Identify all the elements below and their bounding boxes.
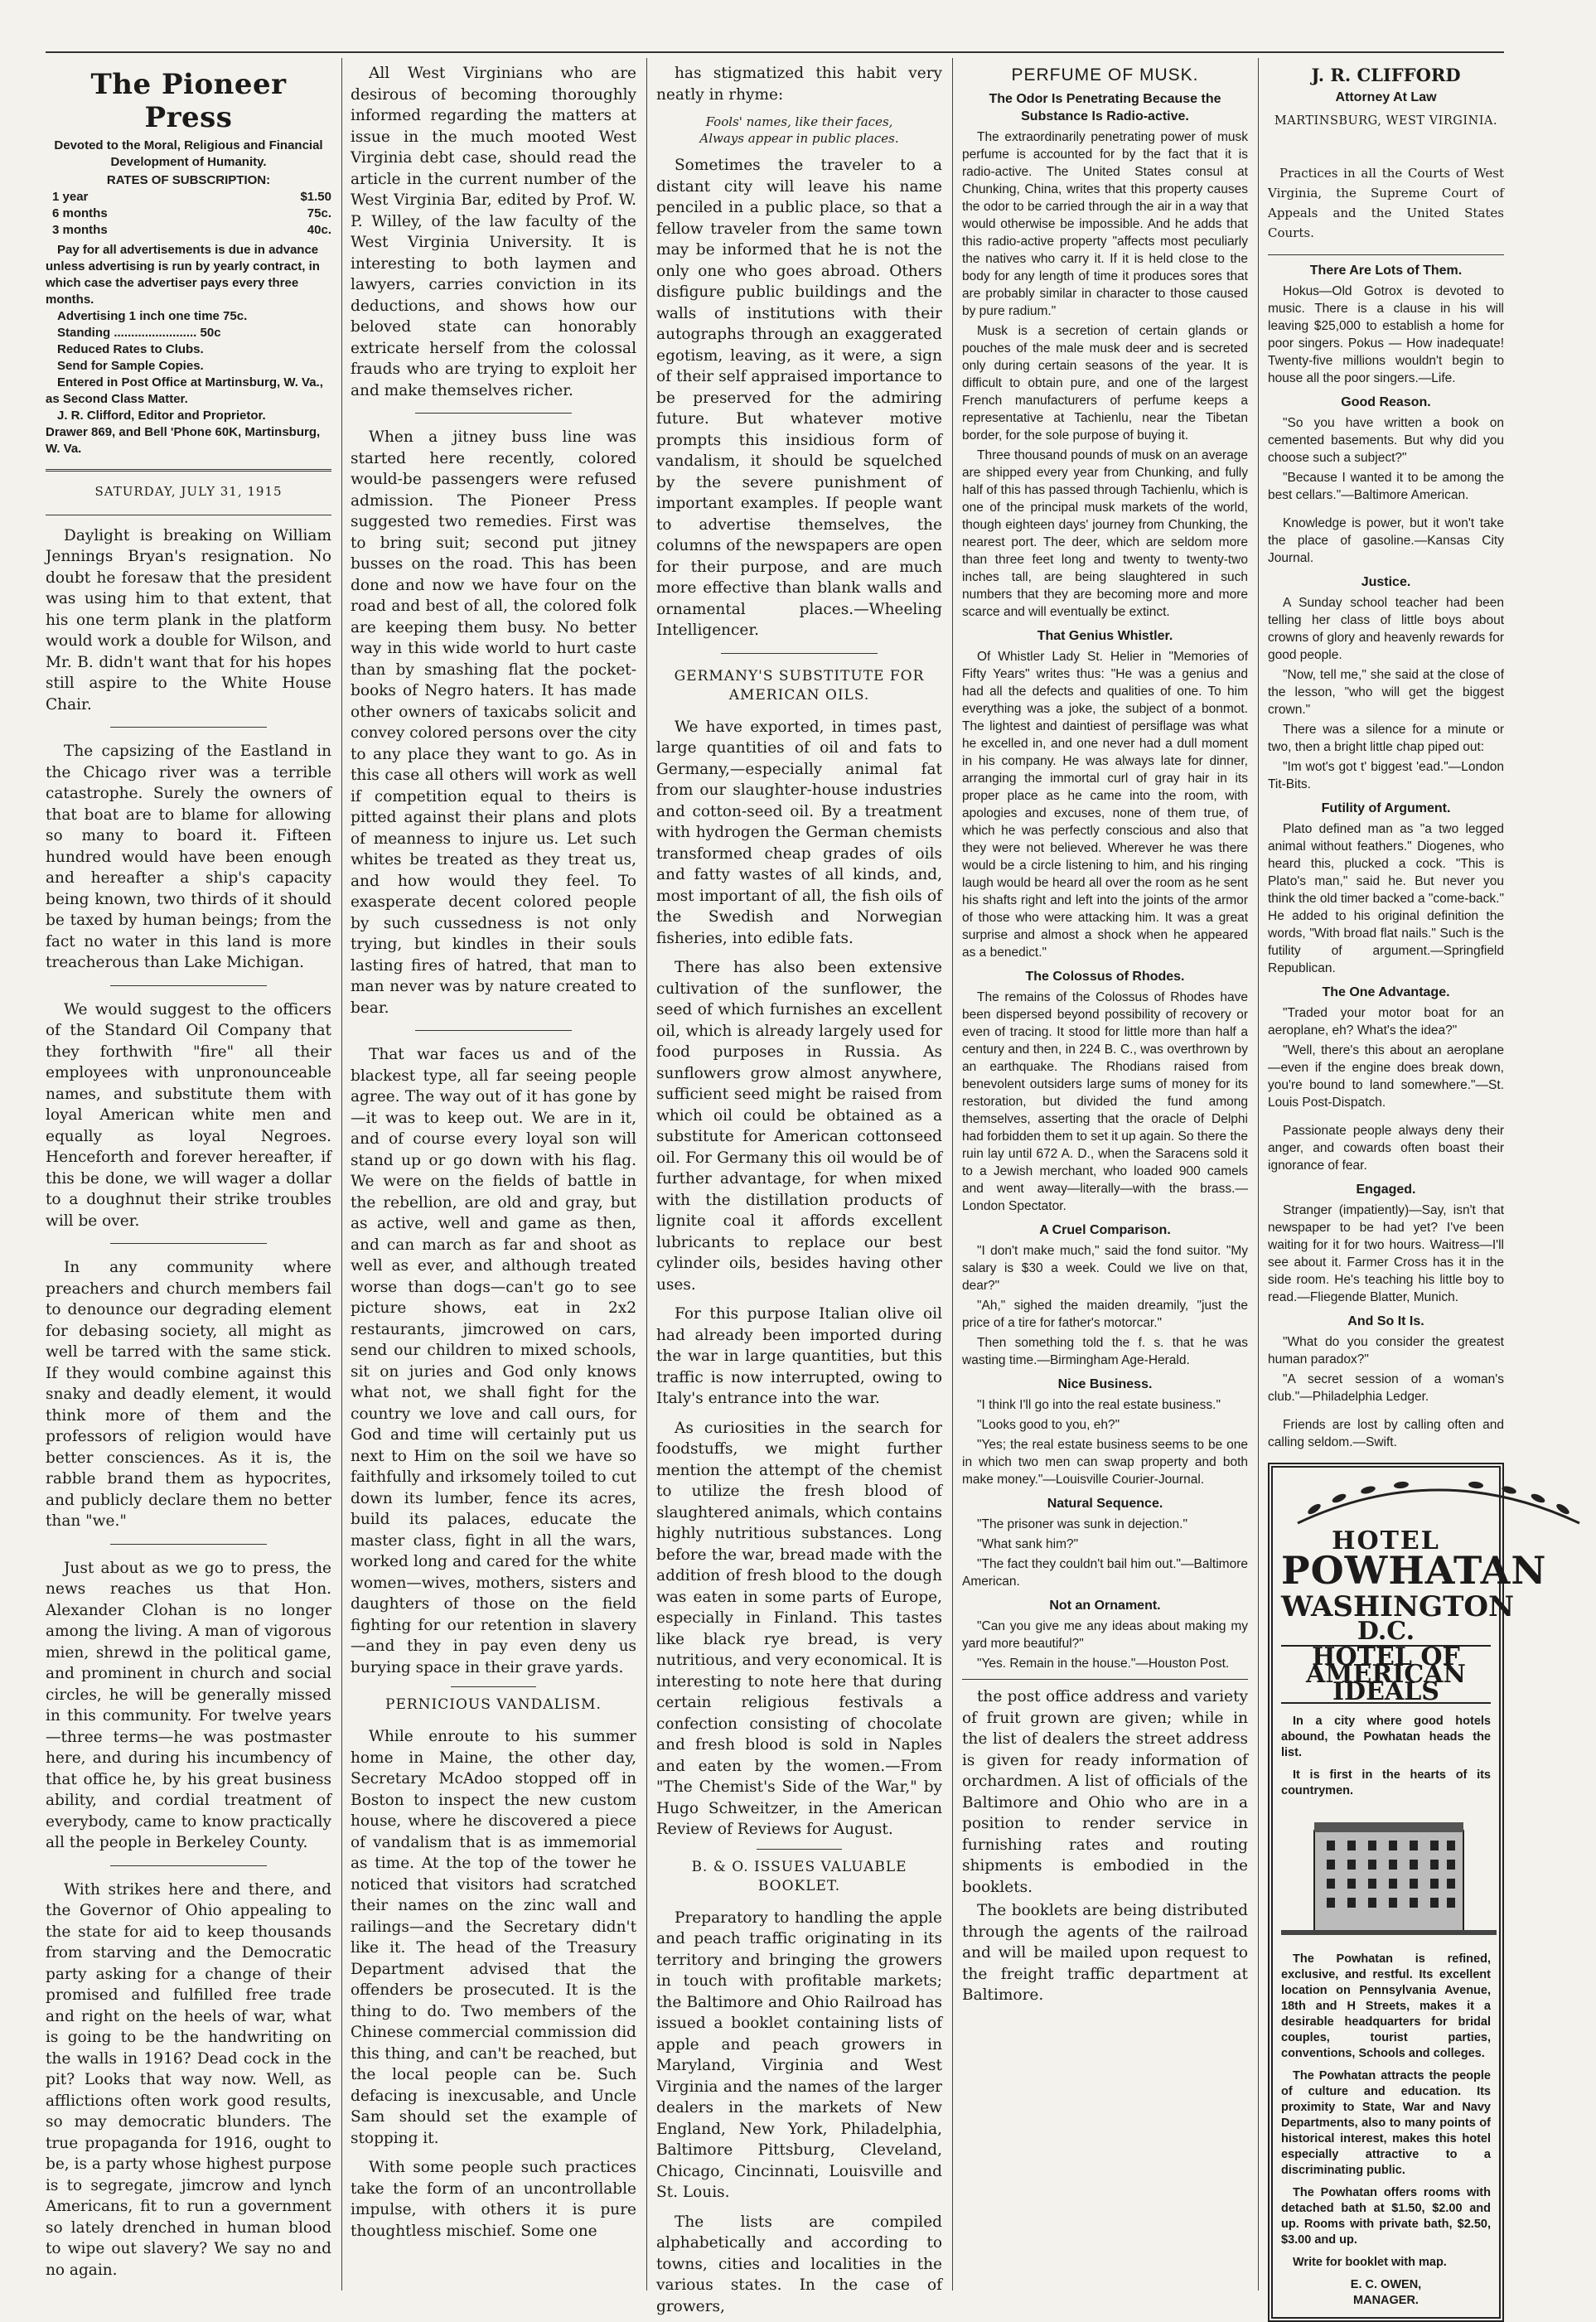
ad-text: Write for booklet with map. (1293, 2256, 1447, 2269)
divider (415, 413, 573, 414)
paragraph: While enroute to his summer home in Maine, the other day, Secretary McAdoo stopped off in Boston to inspect the new custom house, where he discovered a piece of vandalism that is as immemorial as time. At the top of the tower he noticed that visitors had scratched their names on the zinc wall and railings—and the Secretary didn't like it. The head of the Treasury Department advised that the offenders be prosecuted. It is the thing to do. Two members of the Chinese commercial commission did this thing, and can't be reached, but the local people can be. Such defacing is inexcusable, and Uncle Sam should set the example of stopping it. (351, 1728, 636, 2147)
paragraph: Then something told the f. s. that he was wasting time.—Birmingham Age-Herald. (962, 1336, 1248, 1367)
paragraph: The extraordinarily penetrating power of musk perfume is accounted for by the fact that it is radio-active. The United States consul at Chunking, China, writes that this property causes the odor to be carried through the air in a way that would otherwise be impossible. And he adds that this radio-active property "affects most peculiarly the natives who carry it. If it is held close to the body for any length of time it produces sores that are probably similar in character to those caused by pure radium." (962, 130, 1248, 318)
spacer (1268, 1114, 1504, 1122)
paragraph: The booklets are being distributed through the agents of the railroad and will be mailed upon request to the freight traffic department at Baltimore. (962, 1902, 1248, 2004)
paragraph: Stranger (impatiently)—Say, isn't that newspaper to be had yet? I've been waiting for it for two hours. Waitress—I'll see about it. Farmer Cross has it in the side room. He's teaching his little boy to read.—Fliegende Blatter, Munich. (1268, 1203, 1504, 1304)
paragraph: the post office address and variety of fruit grown are given; while in the list of dealers the street address is given for ready information of orchardmen. A list of officials of the Baltimore and Ohio who are in a position to render service in furnishing rates and routing shipments is embodied in the booklets. (962, 1688, 1248, 1896)
article-vandalism-cont (656, 63, 942, 105)
divider (110, 1544, 268, 1545)
article-ornament (962, 1618, 1248, 1672)
paragraph: Hokus—Old Gotrox is devoted to music. There is a clause in his will leaving $25,000 to establish a home for poor singers. Pokus — How inadequate! Twenty-five millions wouldn't begin to house all the poor singers.—Life. (1268, 284, 1504, 385)
spacer (1268, 1408, 1504, 1416)
paragraph: When a jitney buss line was started here recently, colored would-be passengers were refused admission. The Pioneer Press suggested two remedies. First was to bring suit; second put jitney busses on the road. This has been done and now we have four on the road and best of all, the colored folk are keeping them busy. No better way in this wide world to hurt caste than by smashing flat the pocket-books of Negro haters. It has made other owners of taxicabs solicit and convey colored persons over the city to any place they want to go. As in this case all others will work as well if competition equal to theirs is pitted against their plans and plots of meanness to injure us. Let such whites be treated as they treat us, and how would they feel. To exasperate decent colored people by such cussedness is not only trying, but kindles in their souls lasting fires of hatred, that man to man never was by nature created to bear. (351, 428, 636, 1017)
advertising-rate: Advertising 1 inch one time 75c. (57, 309, 248, 323)
article-bo (656, 1908, 942, 2318)
ad-tagline: HOTEL OF AMERICAN IDEALS (1281, 1645, 1491, 1704)
heading-musk: PERFUME OF MUSK. (1011, 65, 1199, 85)
paragraph: Friends are lost by calling often and calling seldom.—Swift. (1268, 1418, 1504, 1449)
article-jitney (351, 427, 636, 1018)
ad-text: It is first in the hearts of its countrymen. (1281, 1768, 1491, 1797)
paragraph: Plato defined man as "a two legged animal without feathers." Diogenes, who heard this, plucked a cock. "This is Plato's man," said he. But never you think the old timer backed a "come-back." He added to his original definition the words, "With broad flat nails." Such is the futility of argument.—Springfield Republican. (1268, 822, 1504, 975)
ad-text: The Powhatan is refined, exclusive, and restful. Its excellent location on Pennsylvania Avenue, 18th and H Streets, makes it a desirable headquarters for bridal couples, tourist parties, conventions, Schools and colleges. (1281, 1952, 1491, 2060)
paragraph: The lists are compiled alphabetically and according to towns, cities and localities in the various states. In the case of growers, (656, 2213, 942, 2315)
heading-bo: B. & O. ISSUES VALUABLE BOOKLET. (691, 1858, 907, 1894)
ad-hotel-name: POWHATAN (1281, 1548, 1547, 1593)
ad-manager-title: MANAGER. (1353, 2294, 1419, 2307)
divider (721, 653, 878, 654)
subheading-musk: The Odor Is Penetrating Because the Substance Is Radio-active. (989, 92, 1221, 123)
sample-copies: Send for Sample Copies. (57, 359, 204, 373)
article-cruel (962, 1242, 1248, 1369)
paragraph: has stigmatized this habit very neatly in rhyme: (656, 65, 942, 104)
dateline: SATURDAY, JULY 31, 1915 (94, 484, 283, 499)
article-rhodes (962, 989, 1248, 1215)
item-heading: The One Advantage. (1322, 985, 1450, 999)
paragraph: "Ah," sighed the maiden dreamily, "just the price of a tire for father's motorcar." (962, 1299, 1248, 1330)
paragraph: "So you have written a book on cemented basements. But why did you choose such a subject?" (1268, 416, 1504, 465)
laurel-wreath-icon (1281, 1478, 1596, 1527)
rate-row (46, 206, 331, 222)
paragraph: "I think I'll go into the real estate business." (977, 1398, 1221, 1412)
paragraph: "What sank him?" (977, 1537, 1079, 1551)
paragraph: Preparatory to handling the apple and peach traffic originating in its territory and bringing the growers in touch with profitable markets; the Baltimore and Ohio Railroad has issued a booklet containing lists of apple and peach growers in Maryland, Virginia and West Virginia and the names of the larger dealers in the markets of New England, New York, Philadelphia, Baltimore Pittsburg, Cleveland, Chicago, Cincinnati, Louisville and St. Louis. (656, 1908, 942, 2201)
rate-row (46, 222, 331, 239)
paragraph: That war faces us and of the blackest type, all far seeing people agree. The way out of it has gone by—it was to keep out. We are in it, and of course every loyal son will stand up or go down with his flag. We were on the fields of battle in the rebellion, are old and gray, but as active, well and game as then, and can march as far and shoot as well as ever, and although treated worse than dogs—can't go to see picture shows, eat in 2x2 restaurants, jimcrowed on cars, send our children to mixed schools, sit on juries and God only knows what not, we shall fight for the country we love and call ours, for God and time will certainly put us next to Him on the soil we have so faithfully and irksomely toiled to cut down its lumber, fence its acres, build its palaces, educate the master class, fight in all the wars, worked long and cared for the white women—wives, mothers, sisters and daughters of those on the field fighting for our retention in slavery—and they in pay even deny us burying space in their grave yards. (351, 1046, 636, 1676)
paragraph: "I don't make much," said the fond suitor. "My salary is $30 a week. Could we live on that, dear?" (962, 1244, 1248, 1293)
heading-cruel: A Cruel Comparison. (1039, 1223, 1171, 1237)
article-debt-case (351, 63, 636, 401)
heading-whistler: That Genius Whistler. (1037, 629, 1173, 643)
rate-price: 75c. (307, 206, 331, 220)
divider (1268, 254, 1504, 255)
paragraph: With strikes here and there, and the Governor of Ohio appealing to the state for aid to keep thousands from starving and the Democratic party asking for a change of their promised and fulfilled free trade and right on the heels of war, what is going to be the handwriting on the walls in 1916? Dead cock in the pit? Looks that way now. Well, as afflictions often work good results, so may democratic blunders. The true propaganda for 1916, ought to be, is a party whose highest purpose is to segregate, jimcrow and lynch Americans, fit to run a government so lately drenched in human blood to wipe out slavery? We say no and no again. (46, 1880, 331, 2279)
paragraph: "Traded your motor boat for an aeroplane, eh? What's the idea?" (1268, 1006, 1504, 1038)
divider (757, 1849, 843, 1850)
paragraph: We have exported, in times past, large quantities of oil and fats to Germany,—especially animal fat from our slaughter-house industries and cotton-seed oil. By a treatment with hydrogen the German chemists transformed cheap grades of oils and fatty wastes of all kinds, and, most important of all, the fish oils of the Swedish and Norwegian fisheries, into edible fats. (656, 718, 942, 947)
standing-rate: Standing ........................ 50c (57, 326, 221, 340)
masthead-subtitle: Devoted to the Moral, Religious and Financial Development of Humanity. (54, 138, 323, 169)
paragraph: The remains of the Colossus of Rhodes have been dispersed beyond possibility of recovery or even of tracing. It stood for little more than half a century and then, in 224 B. C., was overthrown by an earthquake. The Rhodians raised from benevolent outsiders large sums of money for its restoration, but divided the fund among themselves, asserting that the oracle of Delphi had forbidden them to set it up again. So there the ruin lay until 672 A. D., when the Saracens sold it to a Jewish merchant, who loaded 900 camels and went away—literally—with the brass.—London Spectator. (962, 990, 1248, 1213)
paragraph: There was a silence for a minute or two, then a bright little chap piped out: (1268, 723, 1504, 754)
paragraph: Passionate people always deny their anger, and cowards often boast their ignorance of fear. (1268, 1124, 1504, 1173)
column-5 (1268, 63, 1547, 2307)
article-natural (962, 1516, 1248, 1590)
paragraph: All West Virginians who are desirous of becoming thoroughly informed regarding the matters at issue in the much mooted West Virginia debt case, should read the article in the current number of the West Virginia Bar, edited by Prof. W. P. Willey, of the law faculty of the West Virginia University. It is interesting to both laymen and lawyers, carries conviction in its deductions, and shows how our beloved state can honorably extricate herself from the colossal frauds who are trying to exploit her and make themselves richer. (351, 65, 636, 399)
card-city: MARTINSBURG, WEST VIRGINIA. (1274, 114, 1498, 128)
ad-text: The Powhatan offers rooms with detached bath at $1.50, $2.00 and up. Rooms with private bath, $2.50, $3.00 and up. (1281, 2186, 1491, 2247)
column-rule (646, 58, 647, 2291)
item-heading: There Are Lots of Them. (1309, 264, 1463, 278)
article-vandalism-end (656, 155, 942, 641)
article-whistler (962, 648, 1248, 961)
item-heading: Good Reason. (1341, 395, 1431, 409)
heading-vandalism: PERNICIOUS VANDALISM. (385, 1696, 602, 1713)
paragraph: "Looks good to you, eh?" (977, 1418, 1120, 1432)
rate-term: 6 months (52, 206, 108, 220)
article-nice (962, 1396, 1248, 1488)
heading-natural: Natural Sequence. (1047, 1497, 1163, 1511)
article-vandalism (351, 1726, 636, 2242)
paragraph: "A secret session of a woman's club."—Philadelphia Ledger. (1268, 1372, 1504, 1404)
drawer-line: Drawer 869, and Bell 'Phone 60K, Martinsburg, W. Va. (46, 425, 321, 456)
rates-table (46, 189, 331, 239)
card-name: J. R. CLIFFORD (1311, 65, 1461, 85)
column-2 (351, 63, 636, 2291)
column-rule (341, 58, 342, 2291)
divider (962, 1679, 1248, 1680)
column-3 (656, 63, 942, 2315)
paragraph: "Can you give me any ideas about making my yard more beautiful?" (962, 1619, 1248, 1651)
card-title: Attorney At Law (1335, 90, 1437, 104)
editor-line: J. R. Clifford, Editor and Proprietor. (57, 409, 266, 423)
rate-price: $1.50 (300, 190, 331, 204)
paragraph: "The fact they couldn't bail him out."—Baltimore American. (962, 1557, 1248, 1589)
divider (110, 985, 268, 986)
heading-nice: Nice Business. (1057, 1377, 1153, 1391)
divider (110, 1865, 268, 1866)
rhyme-line: Fools' names, like their faces, (705, 114, 893, 129)
divider (415, 1030, 573, 1031)
rate-term: 1 year (52, 190, 89, 204)
rhyme-line: Always appear in public places. (699, 131, 899, 146)
paragraph: There has also been extensive cultivation of the sunflower, the seed of which furnishes an excellent oil, which is already largely used for food purposes in Russia. As sunflowers grow almost anywhere, sufficient seed might be raised from which oil could be obtained as a substitute for American cottonseed oil. For Germany this oil would be of further advantage, for when mixed with the distillation products of lignite coal it affords excellent lubricants to replace our best cylinder oils, besides having other uses. (656, 959, 942, 1294)
masthead-title: The Pioneer Press (90, 68, 287, 134)
rates-heading: RATES OF SUBSCRIPTION: (106, 173, 271, 187)
paragraph: "Im wot's got t' biggest 'ead."—London Tit-Bits. (1268, 760, 1504, 791)
article-germany (656, 717, 942, 1841)
newspaper-page (46, 51, 1547, 2315)
ad-manager: E. C. OWEN, (1350, 2278, 1422, 2291)
paragraph: In any community where preachers and church members fail to denounce our degrading element for debasing society, all might as well be tarred with the same stick. If they would combine against this snaky and deadly element, it would think more of them and the professors of religion would have better consciences. As it is, the rabble brand them as hypocrites, and publicly declare them no better than "we." (46, 1259, 331, 1530)
hotel-building-icon (1281, 1814, 1497, 1938)
hotel-advertisement (1268, 1463, 1547, 2322)
divider (110, 727, 268, 728)
paragraph: Daylight is breaking on William Jennings Bryan's resignation. No doubt he foresaw that the president was using him to that extent, that his one term plank in the platform would work a double for Wilson, and Mr. B. didn't want that for his hopes still aspire to the White House Chair. (46, 526, 331, 714)
heading-germany: GERMANY'S SUBSTITUTE FOR AMERICAN OILS. (674, 667, 925, 704)
column-rule (952, 58, 953, 2291)
paragraph: Knowledge is power, but it won't take the place of gasoline.—Kansas City Journal. (1268, 516, 1504, 565)
article-war (351, 1044, 636, 1678)
ad-dc: D.C. (1357, 1617, 1415, 1646)
paragraph: "Well, there's this about an aeroplane—even if the engine does break down, you're bound to land somewhere."—St. Louis Post-Dispatch. (1268, 1043, 1504, 1110)
item-heading: Engaged. (1356, 1183, 1416, 1197)
column-1 (46, 63, 331, 2291)
column-1-articles (46, 525, 331, 2281)
rate-price: 40c. (307, 223, 331, 237)
column-rule (1258, 58, 1259, 2291)
paragraph: With some people such practices take the form of an uncontrollable impulse, with others it is pure thoughtless mischief. Some one (351, 2159, 636, 2240)
card-practice: Practices in all the Courts of West Virginia, the Supreme Court of Appeals and the United States Courts. (1268, 166, 1504, 240)
paragraph: "Yes; the real estate business seems to be one in which two men can swap property and both make money."—Louisville Courier-Journal. (962, 1438, 1248, 1487)
paragraph: As curiosities in the search for foodstuffs, we might further mention the attempt of the chemist to utilize the fresh blood of slaughtered animals, which contains highly nutritious substances. Long before the war, bread made with the addition of fresh blood to the dough was eaten in some parts of Europe, especially in Finland. This tastes like black rye bread, is very nutritious, and very economical. It is interesting to note here that during certain religious festivals a confection consisting of chocolate and fresh blood is sold in Naples and eaten by the women.—From "The Chemist's Side of the War," by Hugo Schweitzer, in the American Review of Reviews for August. (656, 1419, 942, 1838)
item-heading: And So It Is. (1347, 1314, 1424, 1328)
item-heading: Futility of Argument. (1321, 801, 1451, 815)
ad-body (1281, 1714, 1491, 2309)
column-5-items (1268, 262, 1504, 1451)
heading-ornament: Not an Ornament. (1049, 1599, 1161, 1613)
ad-hotel-word: HOTEL (1332, 1526, 1440, 1555)
article-bo-cont (962, 1686, 1248, 2006)
paragraph: Just about as we go to press, the news reaches us that Hon. Alexander Clohan is no longer among the living. A man of vigorous mien, shrewd in the political game, and prominent in church and social circles, he will be generally missed in this community. For twelve years—three terms—he was postmaster here, and during his incumbency of that office he, by his great business ability, and cordial treatment of everybody, came to know practically all the people in Berkeley County. (46, 1559, 331, 1851)
paragraph: "Now, tell me," she said at the close of the lesson, "who will get the biggest crown." (1268, 668, 1504, 717)
paragraph: Musk is a secretion of certain glands or pouches of the male musk deer and is secreted only during certain seasons of the year. It is difficult to obtain pure, and one of the largest French manufacturers of perfume keeps a representative at Tachienlu, near the Tibetan border, for the sole purpose of buying it. (962, 324, 1248, 443)
divider (46, 469, 331, 472)
paragraph: Of Whistler Lady St. Helier in "Memories of Fifty Years" writes thus: "He was a genius and had all the defects and qualities of one. To him everything was a joke, the subject of a bonmot. The lightest and daintiest of persiflage was what he excelled in, and one never had a dull moment in his company. He was always late for dinner, arranging the immortal curl of gray hair in its proper place as he came into the room, with apologies and excuses, none of them true, of which he was perfectly conscious and also that they were not believed. Wherever he was there would be a circle listening to him, and his ringing laugh would be heard all over the room as he sent his shafts right and left into the joints of the armor of those who were attacking him. It was a great surprise and almost a shock when he appeared as a benedict." (962, 650, 1248, 960)
rate-term: 3 months (52, 223, 108, 237)
column-4 (962, 63, 1248, 2291)
article-musk (962, 128, 1248, 621)
heading-rhodes: The Colossus of Rhodes. (1025, 970, 1185, 984)
spacer (1268, 506, 1504, 515)
rate-row (46, 189, 331, 206)
paragraph: Sometimes the traveler to a distant city will leave his name penciled in a public place, so that a fellow traveler from the same town may be informed that he is not the only one who goes abroad. Others disfigure public buildings and the walls of institutions with their autographs through an exaggerated egotism, leaving, as it were, a sign of their self appraised importance to be preserved for the admiring future. But whatever motive prompts this insidious form of vandalism, it should be squelched by the severe punishment of important examples. If people want to advertise themselves, the columns of the newspapers are open for their purpose, and are much more effective than blank walls and ornamental places.—Wheeling Intelligencer. (656, 157, 942, 639)
entered-notice: Entered in Post Office at Martinsburg, W. Va., as Second Class Matter. (46, 375, 323, 406)
paragraph: The capsizing of the Eastland in the Chicago river was a terrible catastrophe. Surely the owners of that boat are to blame for allowing so many to board it. Fifteen hundred would have been enough and hereafter a ship's capacity being known, two thirds of it should be taxed by human beings; from the fact no water in this land is more treacherous than Lake Michigan. (46, 743, 331, 971)
ad-city: WASHINGTON (1281, 1590, 1515, 1623)
advertising-notice: Pay for all advertisements is due in advance unless advertising is run by yearly contract, in which case the advertiser pays every three months. (46, 243, 320, 307)
paragraph: A Sunday school teacher had been telling her class of little boys about crowns of glory and heavenly rewards for good people. (1268, 596, 1504, 662)
item-heading: Justice. (1361, 575, 1411, 589)
paragraph: "Yes. Remain in the house."—Houston Post. (977, 1657, 1230, 1671)
reduced-rates: Reduced Rates to Clubs. (57, 342, 204, 356)
paragraph: We would suggest to the officers of the Standard Oil Company that they forthwith "fire" all their employees with unpronounceable names, and substitute them with loyal American white men and equally as loyal Negroes. Henceforth and forever hereafter, if this be done, we will wager a dollar to a doughnut their strike troubles will be over. (46, 1000, 331, 1230)
paragraph: "The prisoner was sunk in dejection." (977, 1517, 1187, 1531)
rhyme (656, 114, 942, 147)
divider (451, 1686, 537, 1687)
paragraph: Three thousand pounds of musk on an average are shipped every year from Chunking, and fully half of this has passed through Tachienlu, which is one of the principal musk markets of the world, though eighteen days' journey from Chunking, the nearest port. The deer, which are seldom more than three feet long and twenty to twenty-two inches tall, are being slaughtered in such numbers that they are becoming more and more scarce and will eventually be extinct. (962, 448, 1248, 619)
paragraph: For this purpose Italian olive oil had already been imported during the war in large quantities, but this traffic is now interrupted, owing to Italy's entrance into the war. (656, 1305, 942, 1407)
paragraph: "Because I wanted it to be among the best cellars."—Baltimore American. (1268, 471, 1504, 502)
ad-text: The Powhatan attracts the people of culture and education. Its proximity to State, War and Navy Departments, also to many points of historical interest, makes this hotel especially attractive to a discriminating public. (1281, 2069, 1491, 2177)
paragraph: "What do you consider the greatest human paradox?" (1268, 1335, 1504, 1367)
ad-text: In a city where good hotels abound, the Powhatan heads the list. (1281, 1715, 1491, 1759)
divider (110, 1243, 268, 1244)
